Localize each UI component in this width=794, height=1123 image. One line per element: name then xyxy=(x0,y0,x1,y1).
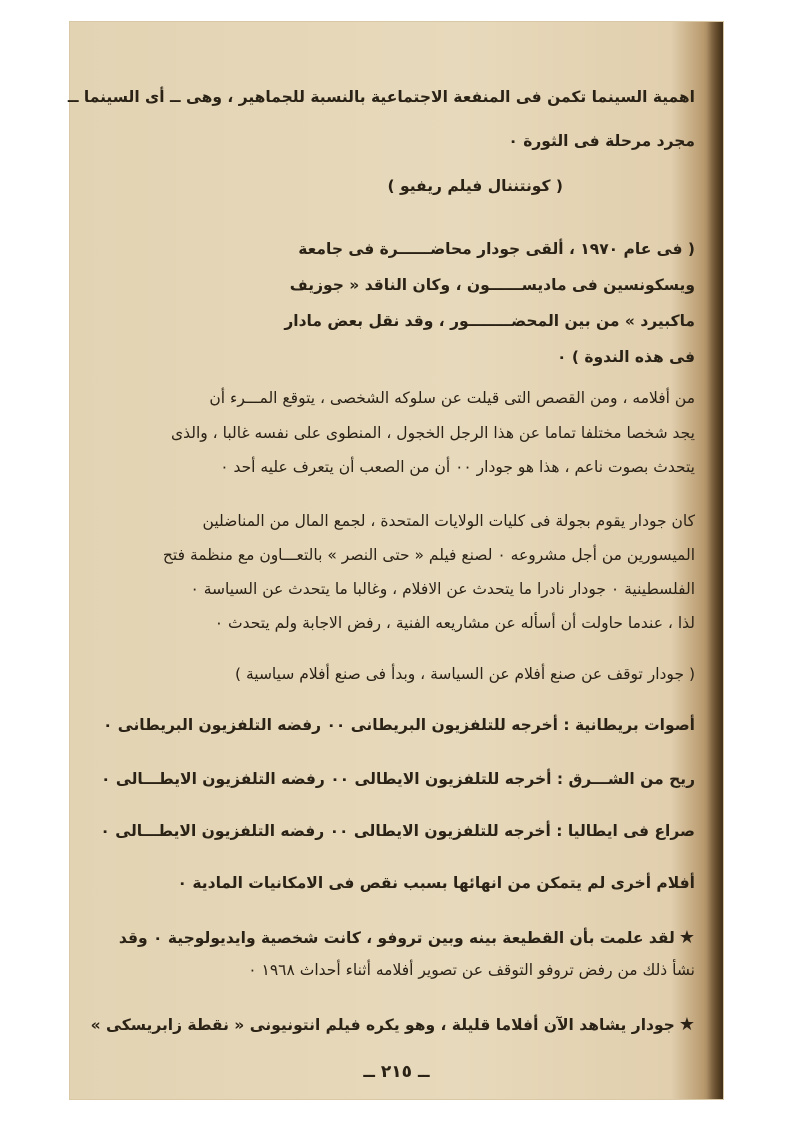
text-line: كان جودار يقوم بجولة فى كليات الولايات المتحدة ، لجمع المال من المناضلين xyxy=(202,512,695,530)
text-line: يتحدث بصوت ناعم ، هذا هو جودار ٠٠ أن من الصعب أن يتعرف عليه أحد ٠ xyxy=(220,458,695,476)
text-line: أصوات بريطانية : أخرجه للتلفزيون البريطانى ٠٠ رفضه التلفزيون البريطانى ٠ xyxy=(102,716,695,734)
star-icon: ★ xyxy=(678,927,695,948)
text-line: صراع فى ايطاليا : أخرجه للتلفزيون الايطالى ٠٠ رفضه التلفزيون الايطـــالى ٠ xyxy=(100,822,695,840)
text-line: مجرد مرحلة فى الثورة ٠ xyxy=(508,132,695,150)
text-line: اهمية السينما تكمن فى المنفعة الاجتماعية بالنسبة للجماهير ، وهى ــ أى السينما ــ xyxy=(67,88,695,106)
book-page xyxy=(67,22,723,1099)
text-line: فى هذه الندوة ) ٠ xyxy=(556,348,695,366)
text-line: ريح من الشـــرق : أخرجه للتلفزيون الايطالى ٠٠ رفضه التلفزيون الايطـــالى ٠ xyxy=(101,770,695,788)
text-line: لذا ، عندما حاولت أن أسأله عن مشاريعه الفنية ، رفض الاجابة ولم يتحدث ٠ xyxy=(214,614,695,632)
star-icon: ★ xyxy=(678,1014,695,1035)
text-line: ★لقد علمت بأن القطيعة بينه وبين تروفو ، كانت شخصية وايديولوجية ٠ وقد xyxy=(118,927,695,948)
citation-line: ( كونتننال فيلم ريفيو ) xyxy=(387,177,563,195)
text-line: يجد شخصا مختلفا تماما عن هذا الرجل الخجول ، المنطوى على نفسه غالبا ، والذى xyxy=(170,424,695,442)
text-line: الفلسطينية ٠ جودار نادرا ما يتحدث عن الافلام ، وغالبا ما يتحدث عن السياسة ٠ xyxy=(190,580,695,598)
text-line: نشأ ذلك من رفض تروفو التوقف عن تصوير أفلامه أثناء أحداث ١٩٦٨ ٠ xyxy=(248,961,695,979)
text-line: ( فى عام ١٩٧٠ ، ألقى جودار محاضــــــرة فى جامعة xyxy=(298,240,695,258)
text-line: ويسكونسين فى ماديســــــون ، وكان الناقد « جوزيف xyxy=(289,276,695,294)
text-line: أفلام أخرى لم يتمكن من انهائها بسبب نقص فى الامكانيات المادية ٠ xyxy=(177,874,695,892)
text-line: من أفلامه ، ومن القصص التى قيلت عن سلوكه الشخصى ، يتوقع المـــرء أن xyxy=(209,389,695,407)
text-line: ماكبيرد » من بين المحضــــــــور ، وقد نقل بعض مادار xyxy=(284,312,695,330)
page-number: ــ ٢١٥ ــ xyxy=(363,1062,430,1082)
text-line: ★جودار يشاهد الآن أفلاما قليلة ، وهو يكره فيلم انتونيونى « نقطة زابريسكى » xyxy=(90,1014,695,1035)
text-line: ( جودار توقف عن صنع أفلام عن السياسة ، وبدأ فى صنع أفلام سياسية ) xyxy=(234,665,695,683)
text-line: الميسورين من أجل مشروعه ٠ لصنع فيلم « حتى النصر » بالتعـــاون مع منظمة فتح xyxy=(162,546,695,564)
